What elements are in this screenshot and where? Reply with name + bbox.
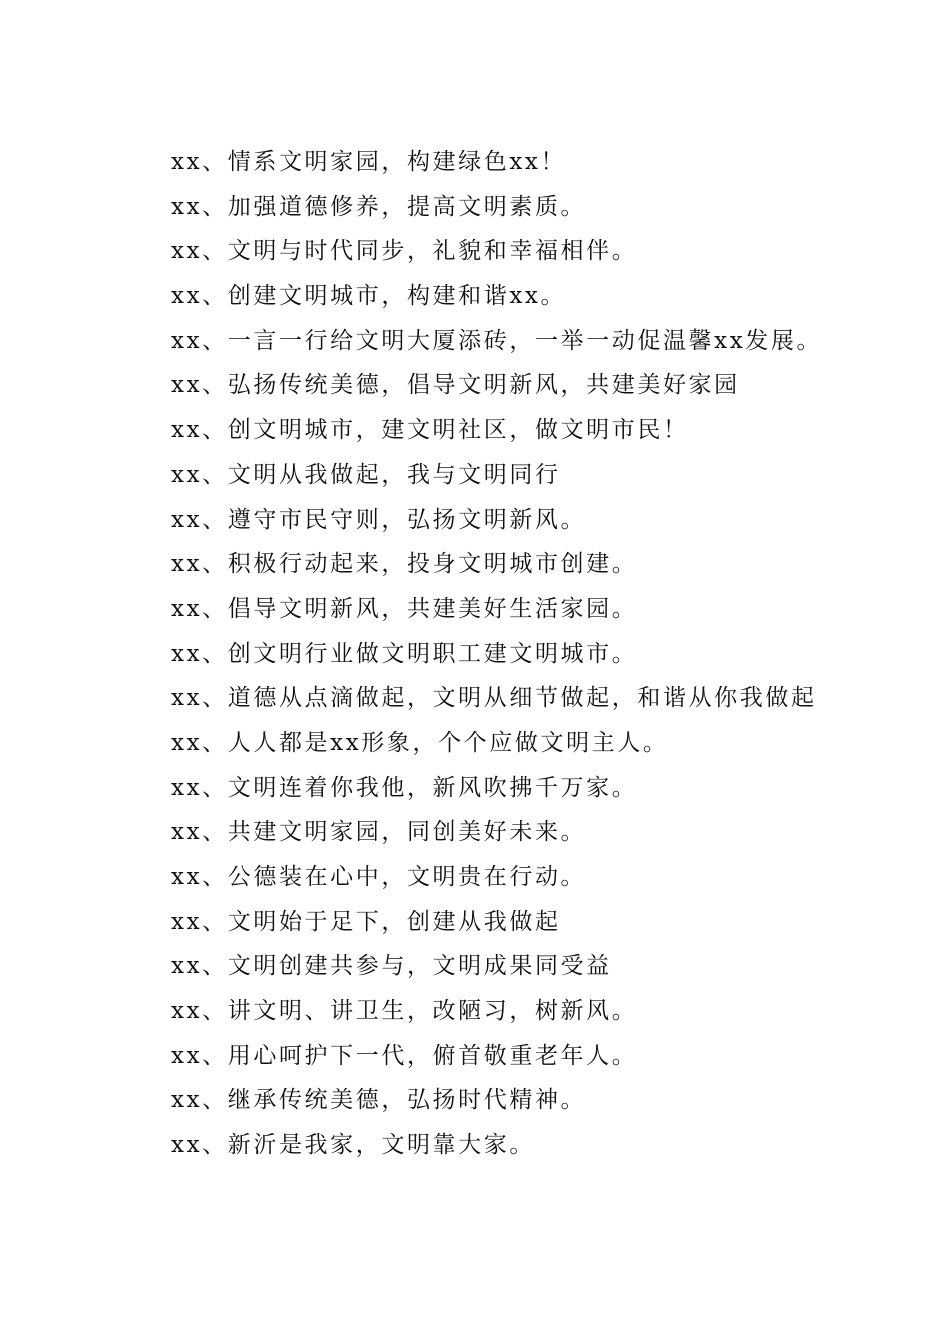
slogan-line: xx、继承传统美德，弘扬时代精神。	[171, 1087, 587, 1114]
slogan-line: xx、创建文明城市，构建和谐xx。	[171, 283, 567, 310]
slogan-line: xx、文明创建共参与，文明成果同受益	[171, 953, 612, 980]
slogan-line: xx、讲文明、讲卫生，改陋习，树新风。	[171, 998, 638, 1025]
slogan-line: xx、情系文明家园，构建绿色xx！	[171, 149, 567, 175]
slogan-line: xx、文明从我做起，我与文明同行	[171, 461, 561, 488]
slogan-line: xx、新沂是我家，文明靠大家。	[171, 1132, 535, 1159]
slogan-line: xx、一言一行给文明大厦添砖，一举一动促温馨xx发展。	[171, 327, 823, 354]
slogan-list	[171, 140, 891, 1168]
slogan-line: xx、公德装在心中，文明贵在行动。	[171, 864, 587, 890]
slogan-line: xx、倡导文明新风，共建美好生活家园。	[171, 595, 638, 622]
slogan-line: xx、文明始于足下，创建从我做起	[171, 908, 561, 935]
slogan-line: xx、文明与时代同步，礼貌和幸福相伴。	[171, 238, 638, 265]
slogan-line: xx、积极行动起来，投身文明城市创建。	[171, 551, 638, 578]
slogan-line: xx、创文明行业做文明职工建文明城市。	[171, 640, 638, 667]
slogan-line: xx、弘扬传统美德，倡导文明新风，共建美好家园	[171, 372, 740, 399]
slogan-line: xx、加强道德修养，提高文明素质。	[171, 193, 587, 220]
slogan-line: xx、共建文明家园，同创美好未来。	[171, 819, 587, 846]
slogan-line: xx、遵守市民守则，弘扬文明新风。	[171, 506, 587, 533]
slogan-line: xx、创文明城市，建文明社区，做文明市民！	[171, 417, 689, 444]
slogan-line: xx、人人都是xx形象，个个应做文明主人。	[171, 729, 669, 756]
slogan-line: xx、用心呵护下一代，俯首敬重老年人。	[171, 1042, 638, 1069]
slogan-line: xx、道德从点滴做起，文明从细节做起，和谐从你我做起	[171, 685, 817, 712]
slogan-line: xx、文明连着你我他，新风吹拂千万家。	[171, 774, 638, 801]
